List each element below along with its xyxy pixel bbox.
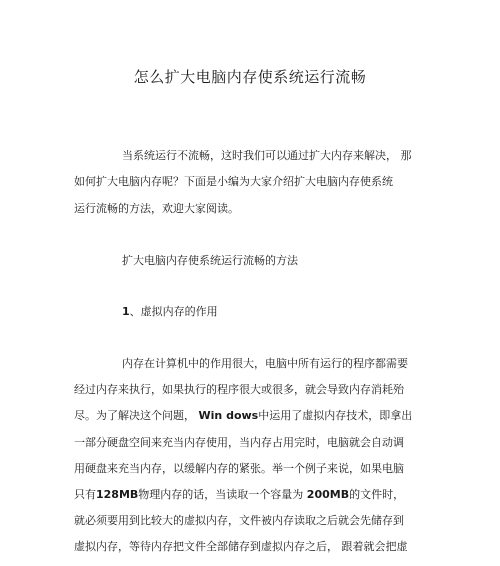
body-line-6-part-c: 物理内存的话，当读取一个容量为 <box>138 488 304 501</box>
body-line-1: 内存在计算机中的作用很大，电脑中所有运行的程序都需要 <box>122 357 408 370</box>
body-line-7: 就必须要用到比较大的虚拟内存，文件被内存读取之后就会先储存到 <box>74 514 404 527</box>
body-line-5: 用硬盘来充当内存，以缓解内存的紧张。举一个例子来说，如果电脑 <box>74 462 404 475</box>
body-line-3-part-a: 尽。为了解决这个问题， <box>74 409 195 422</box>
body-line-3 <box>74 409 412 423</box>
body-line-8: 虚拟内存，等待内存把文件全部储存到虚拟内存之后， 跟着就会把虚 <box>74 540 408 553</box>
intro-line-2: 如何扩大电脑内存呢？下面是小编为大家介绍扩大电脑内存使系统 <box>74 175 393 188</box>
section-1-heading-text: 、虚拟内存的作用 <box>129 305 218 318</box>
intro-line-1: 当系统运行不流畅，这时我们可以通过扩大内存来解决， 那 <box>122 149 412 162</box>
section-1-number: 1 <box>122 305 130 318</box>
body-line-2: 经过内存来执行，如果执行的程序很大或很多，就会导致内存消耗殆 <box>74 383 404 396</box>
body-line-3-part-c: 中运用了虚拟内存技术，即拿出 <box>258 409 413 422</box>
body-line-6-200mb: 200MB <box>306 488 350 501</box>
body-line-3-windows: Win dows <box>198 409 259 422</box>
document-title: 怎么扩大电脑内存使系统运行流畅 <box>133 68 367 86</box>
body-line-6 <box>74 488 404 502</box>
section-subheading: 扩大电脑内存使系统运行流畅的方法 <box>122 254 298 267</box>
body-line-6-part-e: 的文件时， <box>349 488 405 501</box>
body-line-6-part-a: 只有 <box>74 488 96 501</box>
body-line-6-128mb: 128MB <box>96 488 139 501</box>
intro-line-3: 运行流畅的方法，欢迎大家阅读。 <box>74 202 239 215</box>
section-1-heading <box>122 305 218 319</box>
body-line-4: 一部分硬盘空间来充当内存使用，当内存占用完时，电脑就会自动调 <box>74 436 404 449</box>
